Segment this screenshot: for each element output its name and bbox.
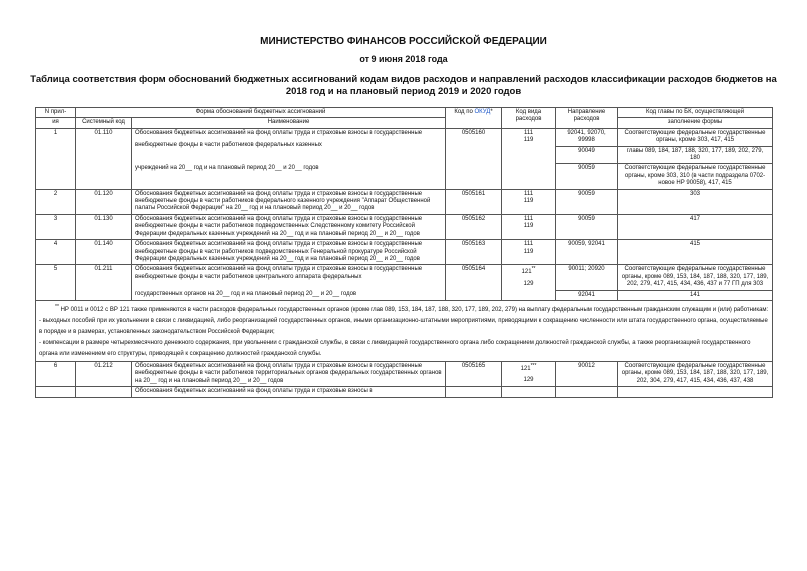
row-vid-2: 119 bbox=[523, 137, 534, 144]
correspondence-table bbox=[35, 107, 773, 398]
header-okud-suffix: * bbox=[490, 109, 493, 115]
row-bk: 415 bbox=[618, 240, 773, 265]
row-name: Обоснования бюджетных ассигнований на фонд оплаты труда и страховые взносы в государственные внебюджетные фонды в части работников территориальных органов федеральных государственных органов на 20__ год и на плановый период 20__ и 20__ годов bbox=[132, 361, 446, 386]
row-name: Обоснования бюджетных ассигнований на фонд оплаты труда и страховые взносы в государственные внебюджетные фонды в части работников федерального казенного учреждения "Аппарат Общественной палаты Российской Федерации" на 20__ год и на плановый период 20__ и 20__ годов bbox=[132, 189, 446, 214]
row-name bbox=[132, 265, 446, 301]
row-num: 6 bbox=[36, 361, 76, 386]
row-vid bbox=[502, 361, 556, 386]
row-dir: 90059 bbox=[556, 189, 618, 214]
header-bk: Код главы по БК, осуществляющей bbox=[618, 108, 773, 118]
row-bk: 303 bbox=[618, 189, 773, 214]
footnote-p1 bbox=[39, 302, 769, 316]
row-name-part: Обоснования бюджетных ассигнований на фонд оплаты труда и страховые взносы в государственные внебюджетные фонды в части работников центрального аппарата федеральных bbox=[135, 266, 423, 280]
footnote-marker: *** bbox=[530, 362, 537, 369]
row-code: 01.120 bbox=[76, 189, 132, 214]
row-vid bbox=[502, 128, 556, 189]
row-vid bbox=[502, 387, 556, 397]
row-okud: 0505163 bbox=[446, 240, 502, 265]
row-vid-2: 119 bbox=[523, 198, 534, 205]
row-bk bbox=[618, 387, 773, 397]
row-dir: 90011; 20920 bbox=[556, 265, 618, 290]
table-row bbox=[36, 240, 773, 265]
header-row-2 bbox=[36, 118, 773, 128]
row-vid bbox=[502, 240, 556, 265]
table-row bbox=[36, 361, 773, 386]
row-code: 01.212 bbox=[76, 361, 132, 386]
footnote-p2: - выходных пособий при их увольнении в связи с ликвидацией, либо реорганизацией государственных органов, иными организационно-штатными мероприятиями, приводящими к сокращению численности или штата государственного органа, осуществляемые в порядке и в размерах, установленных законодательством Российской Федерации; bbox=[39, 317, 768, 335]
row-vid-1: 121 bbox=[520, 365, 531, 372]
row-name: Обоснования бюджетных ассигнований на фонд оплаты труда и страховые взносы в bbox=[132, 387, 446, 397]
row-name bbox=[132, 128, 446, 189]
row-vid bbox=[502, 265, 556, 301]
header-num-2: ия bbox=[36, 118, 76, 128]
row-dir: 90059 bbox=[556, 164, 618, 189]
table-row-partial bbox=[36, 387, 773, 397]
row-okud: 0505161 bbox=[446, 189, 502, 214]
row-name: Обоснования бюджетных ассигнований на фонд оплаты труда и страховые взносы в государственные внебюджетные фонды в части работников подведомственных Следственному комитету Российской Федерации федеральных казенных учреждений на 20__ год и на плановый период 20__ и 20__ годов bbox=[132, 214, 446, 239]
row-dir bbox=[556, 387, 618, 397]
row-dir: 90012 bbox=[556, 361, 618, 386]
row-bk: главы 089, 184, 187, 188, 320, 177, 189, 202, 279, 180 bbox=[618, 146, 773, 164]
header-name: Наименование bbox=[132, 118, 446, 128]
row-code: 01.130 bbox=[76, 214, 132, 239]
header-syscode: Системный код bbox=[76, 118, 132, 128]
row-name-part: Обоснования бюджетных ассигнований на фонд оплаты труда и страховые взносы в государственные bbox=[135, 129, 423, 136]
row-bk: Соответствующие федеральные государственные органы, кроме 089, 153, 184, 187, 188, 320, 177, 189, 202, 279, 417, 415, 434, 436, 437 и 77 ГП для 303 bbox=[618, 265, 773, 290]
row-dir: 92041, 92070, 99998 bbox=[556, 128, 618, 146]
row-bk: Соответствующие федеральные государственные органы, кроме 303, 310 (в части подраздела 0702- новое НР 90058), 417, 415 bbox=[618, 164, 773, 189]
row-vid bbox=[502, 189, 556, 214]
header-dir: Направление расходов bbox=[556, 108, 618, 129]
row-bk: 141 bbox=[618, 290, 773, 300]
row-dir: 90049 bbox=[556, 146, 618, 164]
table-row bbox=[36, 214, 773, 239]
row-vid-2: 129 bbox=[523, 377, 534, 384]
row-okud: 0505160 bbox=[446, 128, 502, 189]
ministry-heading: МИНИСТЕРСТВО ФИНАНСОВ РОССИЙСКОЙ ФЕДЕРАЦИИ bbox=[260, 36, 547, 47]
row-vid-2: 129 bbox=[523, 280, 534, 287]
row-num: 4 bbox=[36, 240, 76, 265]
row-vid-1: 121 bbox=[521, 269, 532, 276]
footnote-row bbox=[36, 300, 773, 361]
header-form: Форма обоснований бюджетных ассигнований bbox=[76, 108, 446, 118]
header-vid: Код вида расходов bbox=[502, 108, 556, 129]
row-num: 1 bbox=[36, 128, 76, 189]
footnote-marker: ** bbox=[55, 303, 59, 310]
row-vid-1: 111 bbox=[523, 241, 534, 248]
footnote-marker: ** bbox=[531, 266, 536, 273]
header-row-1 bbox=[36, 108, 773, 118]
row-name-part: государственных органов на 20__ год и на плановый период 20__ и 20__ годов bbox=[135, 291, 357, 298]
header-num: N прил- bbox=[36, 108, 76, 118]
row-vid-2: 119 bbox=[523, 223, 534, 230]
row-name-part: внебюджетные фонды в части работников федеральных казенных bbox=[135, 142, 322, 149]
row-num: 3 bbox=[36, 214, 76, 239]
row-code: 01.211 bbox=[76, 265, 132, 301]
footnote bbox=[36, 300, 773, 361]
row-okud: 0505162 bbox=[446, 214, 502, 239]
row-num: 5 bbox=[36, 265, 76, 301]
okud-link[interactable]: ОКУД bbox=[474, 109, 491, 115]
row-vid-2: 119 bbox=[523, 248, 534, 255]
row-dir: 90059 bbox=[556, 214, 618, 239]
row-name: Обоснования бюджетных ассигнований на фонд оплаты труда и страховые взносы в государственные внебюджетные фонды в части работников подведомственных Генеральной прокуратуре Российской Федерации федеральных казенных учреждений на 20__ год и на плановый период 20__ и 20__ годов bbox=[132, 240, 446, 265]
footnote-text: НР 0011 и 0012 с ВР 121 также применяются в части расходов федеральных государственных органов (кроме глав 089, 153, 184, 187, 188, 320, 177, 189, 202, 279) на выплату федеральным государственным гражданским служащим и (или) работникам: bbox=[58, 306, 769, 313]
table-row bbox=[36, 189, 773, 214]
row-dir: 92041 bbox=[556, 290, 618, 300]
row-okud bbox=[446, 387, 502, 397]
row-code: 01.110 bbox=[76, 128, 132, 189]
document-date: от 9 июня 2018 года bbox=[359, 54, 448, 64]
row-num: 2 bbox=[36, 189, 76, 214]
header-fill: заполнение формы bbox=[618, 118, 773, 128]
row-okud: 0505164 bbox=[446, 265, 502, 301]
table-row bbox=[36, 265, 773, 290]
row-num bbox=[36, 387, 76, 397]
row-dir: 90059, 92041 bbox=[556, 240, 618, 265]
row-code bbox=[76, 387, 132, 397]
header-okud bbox=[446, 108, 502, 129]
row-bk: 417 bbox=[618, 214, 773, 239]
row-vid bbox=[502, 214, 556, 239]
row-bk: Соответствующие федеральные государственные органы, кроме 303, 417, 415 bbox=[618, 128, 773, 146]
header-okud-prefix: Код по bbox=[454, 109, 475, 115]
row-bk: Соответствующие федеральные государственные органы, кроме 089, 153, 184, 187, 188, 320, 177, 189, 202, 304, 279, 417, 415, 434, 436, 437, 438 bbox=[618, 361, 773, 386]
table-row bbox=[36, 128, 773, 146]
row-vid-1: 111 bbox=[523, 190, 534, 197]
row-vid-1: 111 bbox=[523, 215, 534, 222]
footnote-p3: - компенсации в размере четырехмесячного денежного содержания, при увольнении с гражданской службы, в связи с ликвидацией государственного органа либо сокращением должностей гражданской службы, а также реорганизацией государственного органа или изменением его структуры, приводящей к сокращению должностей гражданской службы. bbox=[39, 339, 751, 357]
row-name-part: учреждений на 20__ год и на плановый период 20__ и 20__ годов bbox=[135, 164, 319, 171]
row-okud: 0505165 bbox=[446, 361, 502, 386]
row-vid-1: 111 bbox=[523, 129, 534, 136]
document-title: Таблица соответствия форм обоснований бюджетных ассигнований кодам видов расходов и направлений расходов классификации расходов бюджетов на 2018 год и на плановый период 2019 и 2020 годов bbox=[30, 74, 777, 97]
row-code: 01.140 bbox=[76, 240, 132, 265]
